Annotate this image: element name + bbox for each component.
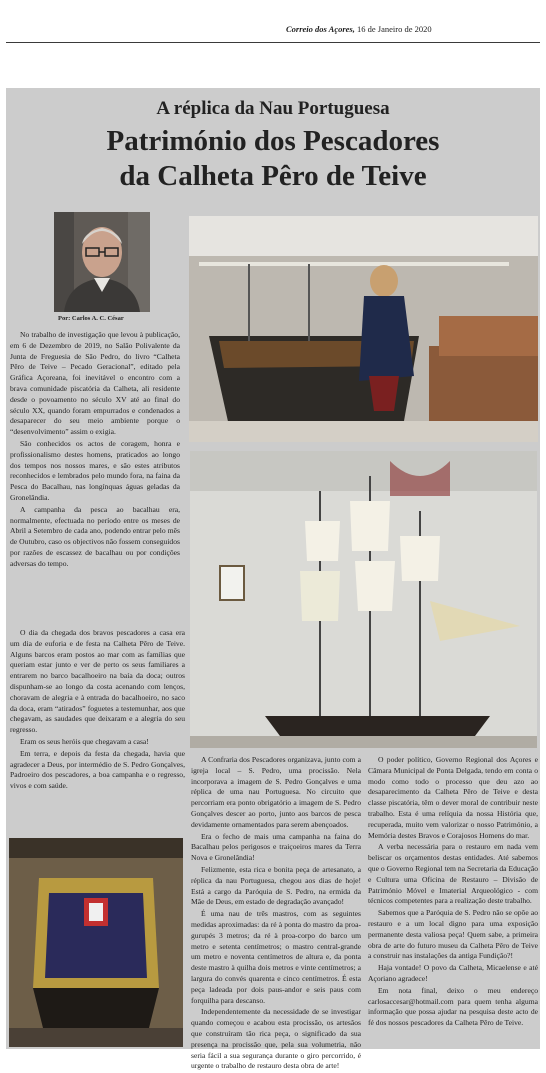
- paragraph: Independentemente da necessidade de se investigar quando começou e acabou esta procissão, os artesãos que construíram tão rica peça, o significado da sua presença na procissão que, pela sua volumetria, não seria fácil a sua segurança durante o giro percorrido, é urgente o trabalho de restauro desta obra de arte!: [191, 1007, 361, 1071]
- paragraph: A Confraria dos Pescadores organizava, junto com a igreja local – S. Pedro, uma procissão. Nela incorporava a imagem de S. Pedro Gonçalves e uma réplica de uma nau Portuguesa. No circuito que percorriam era ponto obrigatório a imagem de S. Pedro Gonçalves descer ao porto, junto aos barcos de pesca devidamente ornamentados para serem abençoados.: [191, 755, 361, 829]
- paragraph: Haja vontade! O povo da Calheta, Micaelense e até Açoriano agradece!: [368, 963, 538, 983]
- ship-figurehead-photo: [189, 216, 538, 442]
- paragraph: A campanha da pesca ao bacalhau era, normalmente, efectuada no período entre os meses de Abril a Setembro de cada ano, podendo entrar pelo mês de Outubro, caso os objectivos não fossem conseguidos por razões de escassez de bacalhau ou por condições adversas do tempo.: [10, 504, 180, 568]
- ship-stern-photo: [9, 838, 183, 1047]
- newspaper-name: Correio dos Açores,: [286, 24, 355, 34]
- article-title-line2: da Calheta Pêro de Teive: [119, 160, 427, 192]
- article-box: [6, 88, 540, 1071]
- paragraph: Sabemos que a Paróquia de S. Pedro não se opõe ao restauro e a um local digno para uma exposição permanente desta valiosa peça! Quem sabe, a primeira obra de arte do futuro museu da Calheta Pêro de Teive a construir nas instalações da antiga Fundição?!: [368, 908, 538, 961]
- paragraph: São conhecidos os actos de coragem, honra e profissionalismo destes homens, praticados ao longo dos tempos nos nossos mares, e são estes atributos reconhecidos e lembrados pelo mundo fora, na faina da Pesca do Bacalhau, nas longínquas águas geladas da Gronelândia.: [10, 438, 180, 502]
- paragraph: Em terra, e depois da festa da chegada, havia que agradecer a Deus, por intermédio de S. Pedro Gonçalves, Padroeiro dos pescadores, a boa campanha e o regresso, vivos e com saúde.: [10, 748, 185, 791]
- publication-date: 16 de Janeiro de 2020: [354, 24, 432, 34]
- paragraph: O dia da chegada dos bravos pescadores a casa era um dia de euforia e de festa na Calheta Pêro de Teive. Alguns barcos eram postos ao mar com as famílias que queriam estar junto e ver de perto os seus familiares a entrarem no barco bacalhoeiro na baía da doca; outros dispunham-se ao longo da costa acenando com lenços, choravam de alegria e à entrada do bacalhoeiro, no saco da doca, eram “atirados” foguetes a testemunhar, aos que chegavam, as saudades que deixaram e a alegria do seu regresso.: [10, 628, 185, 735]
- page-header: [0, 0, 546, 36]
- column-1: [10, 330, 180, 571]
- article-kicker: A réplica da Nau Portuguesa: [156, 98, 390, 119]
- author-photo: [54, 212, 150, 312]
- paragraph: Felizmente, esta rica e bonita peça de artesanato, a réplica da nau Portuguesa, chegou aos dias de hoje! Está a cargo da Paróquia de S. Pedro, na ermida da Mãe de Deus, em estado de degradação avançado!: [191, 864, 361, 907]
- article-title-line1: Património dos Pescadores: [106, 125, 440, 157]
- header-rule: [6, 42, 540, 43]
- author-byline: Por: Carlos A. C. César: [58, 315, 124, 322]
- paragraph: Eram os seus heróis que chegavam a casa!: [20, 736, 149, 746]
- paragraph: Era o fecho de mais uma campanha na faina do Bacalhau pelos perigosos e traiçoeiros mares da Terra Nova e Gronelândia!: [191, 831, 361, 863]
- paragraph: A verba necessária para o restauro em nada vem beliscar os orçamentos destas entidades. Até sabemos que o Governo Regional tem na Secretaria da Educação e Cultura uma Oficina de Restauro – Divisão de Património Móvel e Imaterial Arqueológico - com técnicos competentes para a realização deste trabalho.: [368, 842, 538, 906]
- paragraph: É uma nau de três mastros, com as seguintes medidas aproximadas: da ré à ponta do mastro da proa-gurupés 3 metros; da ré à proa-corpo do barco um metro e setenta centímetros; o mastro central-grande um metro e noventa centímetros de altura e, da ponta deste mastro à quilha dois metros e vinte centímetros; a largura do convés quarenta e cinco centímetros. É esta peça ladeada por dois paus-andor e seis paus com forquilha para descanso.: [191, 909, 361, 1005]
- header-dateline: [286, 24, 432, 34]
- paragraph: No trabalho de investigação que levou à publicação, em 6 de Dezembro de 2019, no Salão Polivalente da Junta de Freguesia de São Pedro, do livro “Calheta Pêro de Teive – Pecado Geracional”, editado pela Gráfica Açoreana, foi inevitável o encontro com a brava comunidade piscatória da Calheta, ali residente desde o povoamento no século XV até ao final do século XX, quando foram empurrados e condenados a desaparecer do seu meio ambiente porque o “desenvolvimento” assim o exigia.: [10, 330, 180, 437]
- column-1-continued: [10, 628, 185, 793]
- article-title: [6, 124, 540, 194]
- paragraph: O poder político, Governo Regional dos Açores e Câmara Municipal de Ponta Delgada, tendo em conta o modo como todo o processo que deu azo ao desaparecimento da Calheta Pêro de Teive e desta classe piscatória, têm o dever moral de contribuir neste trabalho. Esta é uma relíquia da nossa História que, recuperada, muito vem valorizar o nosso Património, a Memória destes Bravos e Corajosos Homens do mar.: [368, 755, 538, 840]
- ship-replica-photo: [190, 451, 537, 748]
- paragraph: Em nota final, deixo o meu endereço carlosaccesar@hotmail.com para quem tenha alguma informação que possa ajudar na pesquisa deste acto de fé dos nossos pescadores da Calheta Pêro de Teive.: [368, 985, 538, 1028]
- column-2: [191, 755, 361, 1073]
- column-3: [368, 755, 538, 1030]
